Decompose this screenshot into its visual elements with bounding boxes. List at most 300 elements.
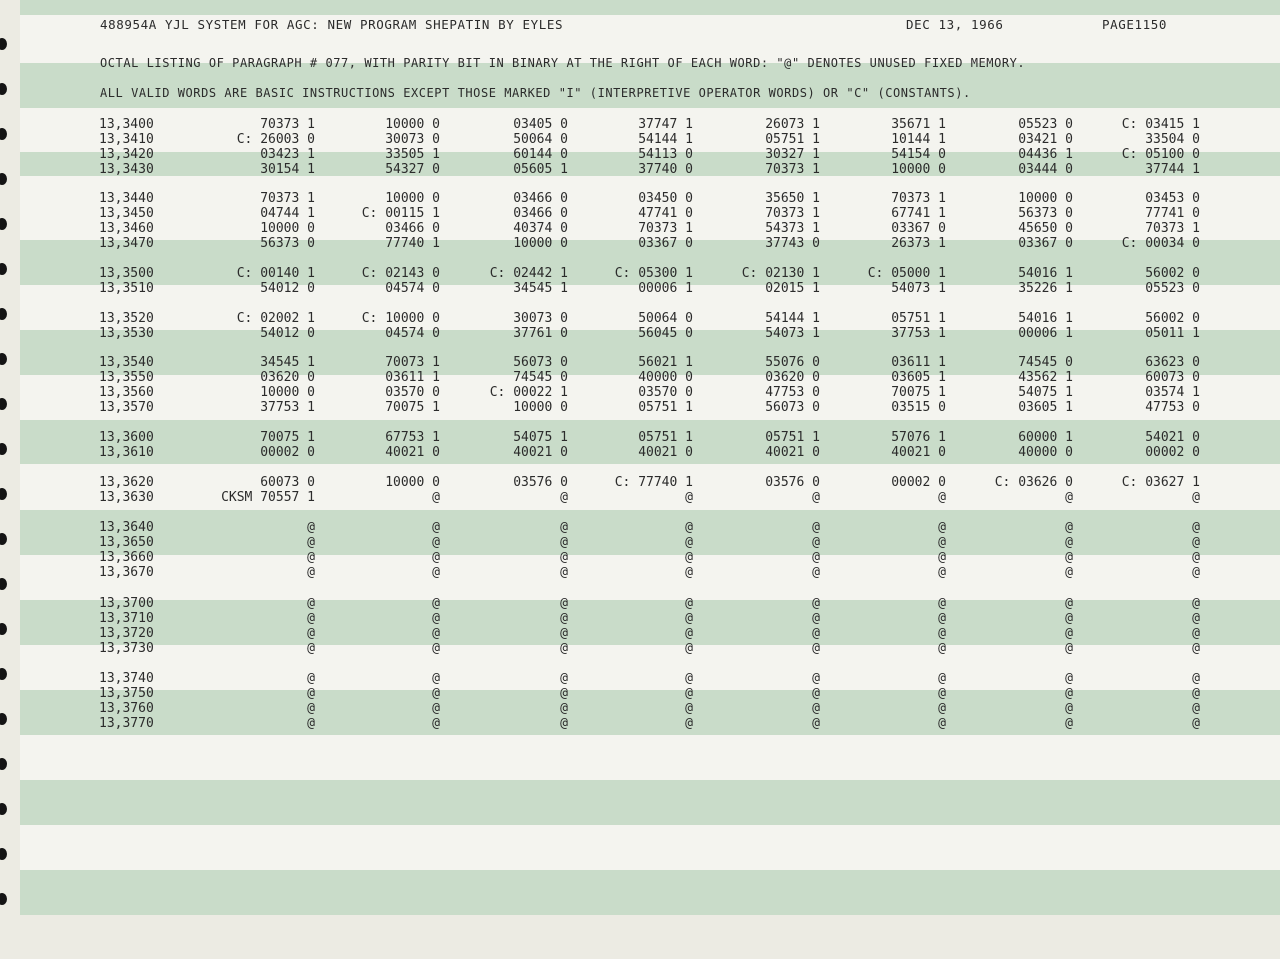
memory-word: 03576 0 [513, 475, 568, 490]
memory-word: @ [560, 520, 568, 535]
memory-word: C: 03627 1 [1121, 475, 1200, 490]
memory-word: 47753 0 [1145, 400, 1200, 415]
memory-word: 03466 0 [513, 191, 568, 206]
listing-row [20, 191, 1280, 206]
memory-word: 70075 1 [260, 430, 315, 445]
row-address: 13,3650 [99, 535, 154, 550]
feed-hole [0, 263, 7, 275]
memory-word: @ [432, 565, 440, 580]
memory-word: 40021 0 [638, 445, 693, 460]
memory-word: 10000 0 [385, 191, 440, 206]
memory-word: 63623 0 [1145, 355, 1200, 370]
memory-word: @ [938, 686, 946, 701]
memory-word: @ [685, 550, 693, 565]
memory-word: @ [432, 596, 440, 611]
memory-word: 03367 0 [1018, 236, 1073, 251]
memory-word: @ [812, 716, 820, 731]
memory-word: 54327 0 [385, 162, 440, 177]
memory-word: @ [432, 490, 440, 505]
memory-word: 56021 1 [638, 355, 693, 370]
memory-word: 05011 1 [1145, 326, 1200, 341]
memory-word: @ [560, 716, 568, 731]
listing-row [20, 281, 1280, 296]
green-band [20, 780, 1280, 825]
listing-row [20, 686, 1280, 701]
printout-sheet [20, 0, 1280, 915]
memory-word: @ [560, 686, 568, 701]
memory-word: C: 00115 1 [361, 206, 440, 221]
row-address: 13,3740 [99, 671, 154, 686]
memory-word: C: 02143 0 [361, 266, 440, 281]
memory-word: 54113 0 [638, 147, 693, 162]
memory-word: 04744 1 [260, 206, 315, 221]
memory-word: @ [1192, 535, 1200, 550]
memory-word: 05523 0 [1018, 117, 1073, 132]
memory-word: 37744 1 [1145, 162, 1200, 177]
row-address: 13,3430 [99, 162, 154, 177]
memory-word: 03423 1 [260, 147, 315, 162]
memory-word: 03367 0 [638, 236, 693, 251]
memory-word: @ [1065, 611, 1073, 626]
listing-row [20, 385, 1280, 400]
memory-word: 00002 0 [891, 475, 946, 490]
listing-row [20, 236, 1280, 251]
feed-hole [0, 578, 7, 590]
listing-row [20, 206, 1280, 221]
row-address: 13,3470 [99, 236, 154, 251]
feed-hole [0, 533, 7, 545]
memory-word: @ [432, 520, 440, 535]
green-band [20, 870, 1280, 915]
memory-word: 67753 1 [385, 430, 440, 445]
memory-word: @ [685, 716, 693, 731]
listing-row [20, 355, 1280, 370]
memory-word: @ [812, 671, 820, 686]
memory-word: 57076 1 [891, 430, 946, 445]
memory-word: 10000 0 [1018, 191, 1073, 206]
memory-word: @ [938, 701, 946, 716]
memory-word: @ [560, 490, 568, 505]
memory-word: @ [685, 611, 693, 626]
memory-word: @ [560, 701, 568, 716]
row-address: 13,3730 [99, 641, 154, 656]
memory-word: @ [560, 641, 568, 656]
memory-word: @ [812, 520, 820, 535]
memory-word: 03405 0 [513, 117, 568, 132]
memory-word: 37743 0 [765, 236, 820, 251]
feed-hole [0, 893, 7, 905]
listing-row [20, 311, 1280, 326]
memory-word: 60073 0 [260, 475, 315, 490]
feed-hole [0, 668, 7, 680]
memory-word: 70073 1 [385, 355, 440, 370]
memory-word: @ [560, 596, 568, 611]
row-address: 13,3750 [99, 686, 154, 701]
memory-word: 70373 1 [765, 206, 820, 221]
description-line-1: OCTAL LISTING OF PARAGRAPH # 077, WITH PARITY BIT IN BINARY AT THE RIGHT OF EACH WORD: "@" DENOTES UNUSED FIXED MEMORY. [100, 56, 1026, 70]
feed-hole [0, 488, 7, 500]
memory-word: C: 05000 1 [867, 266, 946, 281]
row-address: 13,3610 [99, 445, 154, 460]
memory-word: 03421 0 [1018, 132, 1073, 147]
row-address: 13,3770 [99, 716, 154, 731]
memory-word: @ [1192, 596, 1200, 611]
memory-word: 05751 1 [765, 132, 820, 147]
listing-row [20, 326, 1280, 341]
memory-word: @ [1192, 520, 1200, 535]
row-address: 13,3720 [99, 626, 154, 641]
listing-row [20, 671, 1280, 686]
memory-word: @ [938, 490, 946, 505]
memory-word: @ [307, 596, 315, 611]
listing-row [20, 445, 1280, 460]
memory-word: @ [1065, 671, 1073, 686]
memory-word: 74545 0 [513, 370, 568, 385]
memory-word: 54021 0 [1145, 430, 1200, 445]
memory-word: 05751 1 [638, 400, 693, 415]
memory-word: @ [432, 641, 440, 656]
memory-word: 54144 1 [638, 132, 693, 147]
memory-word: @ [432, 671, 440, 686]
memory-word: @ [560, 550, 568, 565]
memory-word: 30154 1 [260, 162, 315, 177]
memory-word: C: 03415 1 [1121, 117, 1200, 132]
memory-word: @ [560, 671, 568, 686]
memory-word: @ [1192, 565, 1200, 580]
memory-word: @ [1192, 701, 1200, 716]
memory-word: 03444 0 [1018, 162, 1073, 177]
memory-word: C: 26003 0 [236, 132, 315, 147]
memory-word: @ [560, 611, 568, 626]
memory-word: 02015 1 [765, 281, 820, 296]
memory-word: @ [812, 641, 820, 656]
memory-word: 37753 1 [891, 326, 946, 341]
memory-word: @ [307, 535, 315, 550]
listing-row [20, 550, 1280, 565]
memory-word: 34545 1 [513, 281, 568, 296]
memory-word: @ [1065, 596, 1073, 611]
memory-word: @ [685, 490, 693, 505]
feed-hole [0, 128, 7, 140]
feed-hole [0, 173, 7, 185]
memory-word: @ [1065, 701, 1073, 716]
memory-word: @ [685, 520, 693, 535]
row-address: 13,3400 [99, 117, 154, 132]
memory-word: @ [812, 701, 820, 716]
memory-word: 03466 0 [385, 221, 440, 236]
memory-word: 03576 0 [765, 475, 820, 490]
memory-word: 40000 0 [638, 370, 693, 385]
listing-row [20, 475, 1280, 490]
memory-word: @ [307, 716, 315, 731]
memory-word: C: 00140 1 [236, 266, 315, 281]
memory-word: @ [432, 550, 440, 565]
memory-word: @ [1065, 490, 1073, 505]
memory-word: @ [685, 671, 693, 686]
listing-row [20, 400, 1280, 415]
memory-word: 03570 0 [638, 385, 693, 400]
memory-word: @ [307, 686, 315, 701]
row-address: 13,3550 [99, 370, 154, 385]
memory-word: C: 00034 0 [1121, 236, 1200, 251]
row-address: 13,3670 [99, 565, 154, 580]
memory-word: 00006 1 [638, 281, 693, 296]
memory-word: @ [1192, 641, 1200, 656]
memory-word: 70075 1 [385, 400, 440, 415]
memory-word: @ [812, 565, 820, 580]
memory-word: 03611 1 [891, 355, 946, 370]
memory-word: 56045 0 [638, 326, 693, 341]
memory-word: @ [560, 565, 568, 580]
memory-word: C: 10000 0 [361, 311, 440, 326]
memory-word: @ [307, 550, 315, 565]
memory-word: 00002 0 [1145, 445, 1200, 460]
memory-word: @ [432, 535, 440, 550]
memory-word: 70373 1 [891, 191, 946, 206]
memory-word: @ [938, 626, 946, 641]
memory-word: 03515 0 [891, 400, 946, 415]
memory-word: 10000 0 [513, 236, 568, 251]
memory-word: @ [432, 686, 440, 701]
memory-word: @ [1065, 565, 1073, 580]
row-address: 13,3500 [99, 266, 154, 281]
memory-word: @ [938, 716, 946, 731]
memory-word: 54016 1 [1018, 266, 1073, 281]
memory-word: 03611 1 [385, 370, 440, 385]
memory-word: C: 05100 0 [1121, 147, 1200, 162]
row-address: 13,3600 [99, 430, 154, 445]
memory-word: @ [1065, 520, 1073, 535]
memory-word: 60144 0 [513, 147, 568, 162]
memory-word: @ [812, 611, 820, 626]
memory-word: @ [938, 520, 946, 535]
feed-hole [0, 398, 7, 410]
feed-hole [0, 83, 7, 95]
memory-word: @ [307, 641, 315, 656]
memory-word: 54073 1 [891, 281, 946, 296]
memory-word: @ [685, 686, 693, 701]
feed-hole [0, 803, 7, 815]
memory-word: 77740 1 [385, 236, 440, 251]
listing-header: 488954A YJL SYSTEM FOR AGC: NEW PROGRAM SHEPATIN BY EYLES [100, 17, 564, 32]
memory-word: @ [685, 701, 693, 716]
memory-word: 50064 0 [638, 311, 693, 326]
memory-word: @ [1065, 686, 1073, 701]
memory-word: @ [307, 565, 315, 580]
memory-word: 10000 0 [891, 162, 946, 177]
memory-word: 56373 0 [260, 236, 315, 251]
memory-word: 10000 0 [385, 475, 440, 490]
memory-word: 05523 0 [1145, 281, 1200, 296]
memory-word: 56073 0 [765, 400, 820, 415]
memory-word: 40021 0 [385, 445, 440, 460]
row-address: 13,3530 [99, 326, 154, 341]
memory-word: @ [812, 596, 820, 611]
memory-word: 67741 1 [891, 206, 946, 221]
memory-word: @ [812, 626, 820, 641]
memory-word: @ [812, 550, 820, 565]
memory-word: 10000 0 [513, 400, 568, 415]
memory-word: 37747 1 [638, 117, 693, 132]
row-address: 13,3410 [99, 132, 154, 147]
memory-word: 56002 0 [1145, 266, 1200, 281]
memory-word: 10000 0 [260, 221, 315, 236]
memory-word: C: 02002 1 [236, 311, 315, 326]
memory-word: 00002 0 [260, 445, 315, 460]
memory-word: 54012 0 [260, 281, 315, 296]
row-address: 13,3520 [99, 311, 154, 326]
row-address: 13,3700 [99, 596, 154, 611]
memory-word: @ [1192, 490, 1200, 505]
memory-word: @ [1192, 716, 1200, 731]
memory-word: 40000 0 [1018, 445, 1073, 460]
memory-word: C: 02130 1 [741, 266, 820, 281]
memory-word: @ [938, 671, 946, 686]
memory-word: 35671 1 [891, 117, 946, 132]
memory-word: 45650 0 [1018, 221, 1073, 236]
row-address: 13,3710 [99, 611, 154, 626]
feed-hole [0, 848, 7, 860]
memory-word: 37761 0 [513, 326, 568, 341]
memory-word: 54144 1 [765, 311, 820, 326]
memory-word: 10000 0 [260, 385, 315, 400]
memory-word: 70373 1 [1145, 221, 1200, 236]
listing-row [20, 535, 1280, 550]
memory-word: 70075 1 [891, 385, 946, 400]
memory-word: 54075 1 [1018, 385, 1073, 400]
memory-word: 70373 1 [765, 162, 820, 177]
memory-word: 03367 0 [891, 221, 946, 236]
row-address: 13,3760 [99, 701, 154, 716]
memory-word: 03450 0 [638, 191, 693, 206]
memory-word: @ [1065, 550, 1073, 565]
row-address: 13,3630 [99, 490, 154, 505]
memory-word: @ [1192, 550, 1200, 565]
memory-word: 54154 0 [891, 147, 946, 162]
memory-word: 54373 1 [765, 221, 820, 236]
feed-hole [0, 308, 7, 320]
feed-hole [0, 623, 7, 635]
memory-word: 37753 1 [260, 400, 315, 415]
memory-word: 54075 1 [513, 430, 568, 445]
memory-word: @ [560, 626, 568, 641]
feed-hole [0, 38, 7, 50]
listing-row [20, 162, 1280, 177]
memory-word: 10144 1 [891, 132, 946, 147]
memory-word: C: 77740 1 [614, 475, 693, 490]
memory-word: @ [432, 716, 440, 731]
memory-word: 26073 1 [765, 117, 820, 132]
listing-row [20, 596, 1280, 611]
memory-word: @ [812, 535, 820, 550]
row-address: 13,3570 [99, 400, 154, 415]
feed-hole [0, 758, 7, 770]
row-address: 13,3460 [99, 221, 154, 236]
memory-word: 00006 1 [1018, 326, 1073, 341]
listing-row [20, 565, 1280, 580]
memory-word: 56073 0 [513, 355, 568, 370]
memory-word: 03466 0 [513, 206, 568, 221]
memory-word: 04436 1 [1018, 147, 1073, 162]
memory-word: 03605 1 [891, 370, 946, 385]
listing-row [20, 641, 1280, 656]
description-line-2: ALL VALID WORDS ARE BASIC INSTRUCTIONS EXCEPT THOSE MARKED "I" (INTERPRETIVE OPERATOR WORDS) OR "C" (CONSTANTS). [100, 86, 971, 100]
memory-word: 70373 1 [638, 221, 693, 236]
memory-word: @ [307, 626, 315, 641]
row-address: 13,3440 [99, 191, 154, 206]
memory-word: 40021 0 [513, 445, 568, 460]
memory-word: 37740 0 [638, 162, 693, 177]
feed-hole [0, 353, 7, 365]
memory-word: 47741 0 [638, 206, 693, 221]
listing-row [20, 626, 1280, 641]
memory-word: @ [812, 686, 820, 701]
listing-row [20, 701, 1280, 716]
listing-row [20, 266, 1280, 281]
listing-row [20, 611, 1280, 626]
memory-word: 05751 1 [638, 430, 693, 445]
listing-row [20, 520, 1280, 535]
memory-word: @ [1065, 641, 1073, 656]
memory-word: @ [1192, 671, 1200, 686]
memory-word: @ [1065, 535, 1073, 550]
memory-word: 54012 0 [260, 326, 315, 341]
row-address: 13,3640 [99, 520, 154, 535]
listing-row [20, 430, 1280, 445]
memory-word: @ [685, 565, 693, 580]
memory-word: 56373 0 [1018, 206, 1073, 221]
memory-word: 35650 1 [765, 191, 820, 206]
memory-word: 05751 1 [765, 430, 820, 445]
memory-word: @ [432, 611, 440, 626]
memory-word: @ [685, 626, 693, 641]
memory-word: @ [307, 671, 315, 686]
memory-word: @ [938, 611, 946, 626]
listing-row [20, 370, 1280, 385]
memory-word: 05605 1 [513, 162, 568, 177]
memory-word: 30327 1 [765, 147, 820, 162]
feed-hole [0, 713, 7, 725]
memory-word: @ [1065, 626, 1073, 641]
memory-word: @ [560, 535, 568, 550]
memory-word: 03574 1 [1145, 385, 1200, 400]
memory-word: @ [432, 626, 440, 641]
memory-word: @ [1192, 611, 1200, 626]
memory-word: 04574 0 [385, 281, 440, 296]
memory-word: 60073 0 [1145, 370, 1200, 385]
memory-word: @ [685, 641, 693, 656]
memory-word: @ [432, 701, 440, 716]
memory-word: 30073 0 [385, 132, 440, 147]
feed-hole [0, 443, 7, 455]
memory-word: 33504 0 [1145, 132, 1200, 147]
row-address: 13,3540 [99, 355, 154, 370]
memory-word: 54016 1 [1018, 311, 1073, 326]
memory-word: 26373 1 [891, 236, 946, 251]
green-band [20, 0, 1280, 15]
row-address: 13,3660 [99, 550, 154, 565]
listing-row [20, 490, 1280, 505]
listing-row [20, 221, 1280, 236]
memory-word: @ [938, 550, 946, 565]
memory-word: @ [812, 490, 820, 505]
memory-word: 04574 0 [385, 326, 440, 341]
memory-word: C: 03626 0 [994, 475, 1073, 490]
row-address: 13,3450 [99, 206, 154, 221]
memory-word: 03605 1 [1018, 400, 1073, 415]
listing-row [20, 716, 1280, 731]
memory-word: 05751 1 [891, 311, 946, 326]
